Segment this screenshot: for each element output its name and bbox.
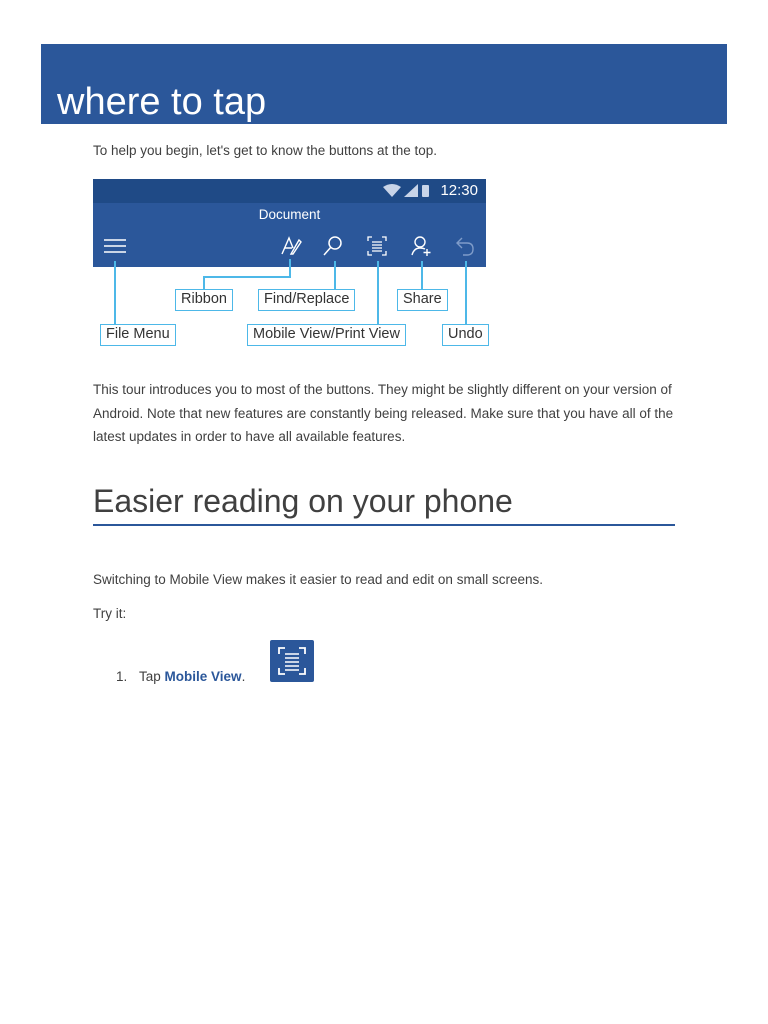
connector-find: [334, 261, 336, 289]
page-title: where to tap: [57, 81, 267, 123]
section-description: Switching to Mobile View makes it easier to read and edit on small screens.: [93, 572, 543, 587]
hamburger-menu-icon: [104, 235, 126, 257]
callout-find-replace: Find/Replace: [258, 289, 355, 311]
mobile-view-icon: [366, 235, 388, 257]
tour-paragraph: This tour introduces you to most of the buttons. They might be slightly different on your version of Android. Note that new features are constantly being released. Make sure that you have all of the latest updates in order to have all available features.: [93, 382, 674, 444]
wifi-signal-battery-icon: [382, 183, 430, 199]
step-suffix: .: [241, 669, 246, 684]
step-number: 1.: [116, 669, 128, 684]
toolbar-figure: [93, 179, 493, 354]
intro-text: To help you begin, let's get to know the buttons at the top.: [93, 143, 438, 158]
mobile-view-icon: [270, 640, 314, 682]
connector-ribbon-c: [203, 276, 205, 289]
heading-underline: [93, 524, 675, 526]
callout-file-menu: File Menu: [100, 324, 176, 346]
document-title: Document: [258, 207, 321, 222]
connector-file-menu: [114, 261, 116, 325]
step-prefix: Tap: [139, 669, 165, 684]
callout-mobile-view: Mobile View/Print View: [247, 324, 406, 346]
search-icon: [322, 235, 344, 257]
status-bar: [93, 179, 486, 203]
connector-mobile-view: [377, 261, 379, 325]
app-toolbar: [93, 179, 486, 267]
status-icons: [382, 183, 430, 204]
list-item-step-1: [116, 669, 245, 684]
connector-ribbon-b: [203, 276, 291, 278]
pen-ribbon-icon: [280, 235, 302, 257]
status-time: 12:30: [440, 182, 478, 199]
section-heading: Easier reading on your phone: [93, 483, 513, 519]
callout-share: Share: [397, 289, 448, 311]
connector-share: [421, 261, 423, 289]
share-person-icon: [410, 235, 432, 257]
step-mobile-view-text: Mobile View: [164, 669, 242, 684]
undo-icon: [454, 235, 476, 257]
connector-undo: [465, 261, 467, 325]
mobile-view-button[interactable]: [270, 640, 314, 682]
callout-ribbon: Ribbon: [175, 289, 233, 311]
try-it-label: Try it:: [93, 606, 127, 621]
title-banner: [41, 44, 727, 124]
connector-ribbon-a: [289, 259, 291, 276]
callout-undo: Undo: [442, 324, 489, 346]
